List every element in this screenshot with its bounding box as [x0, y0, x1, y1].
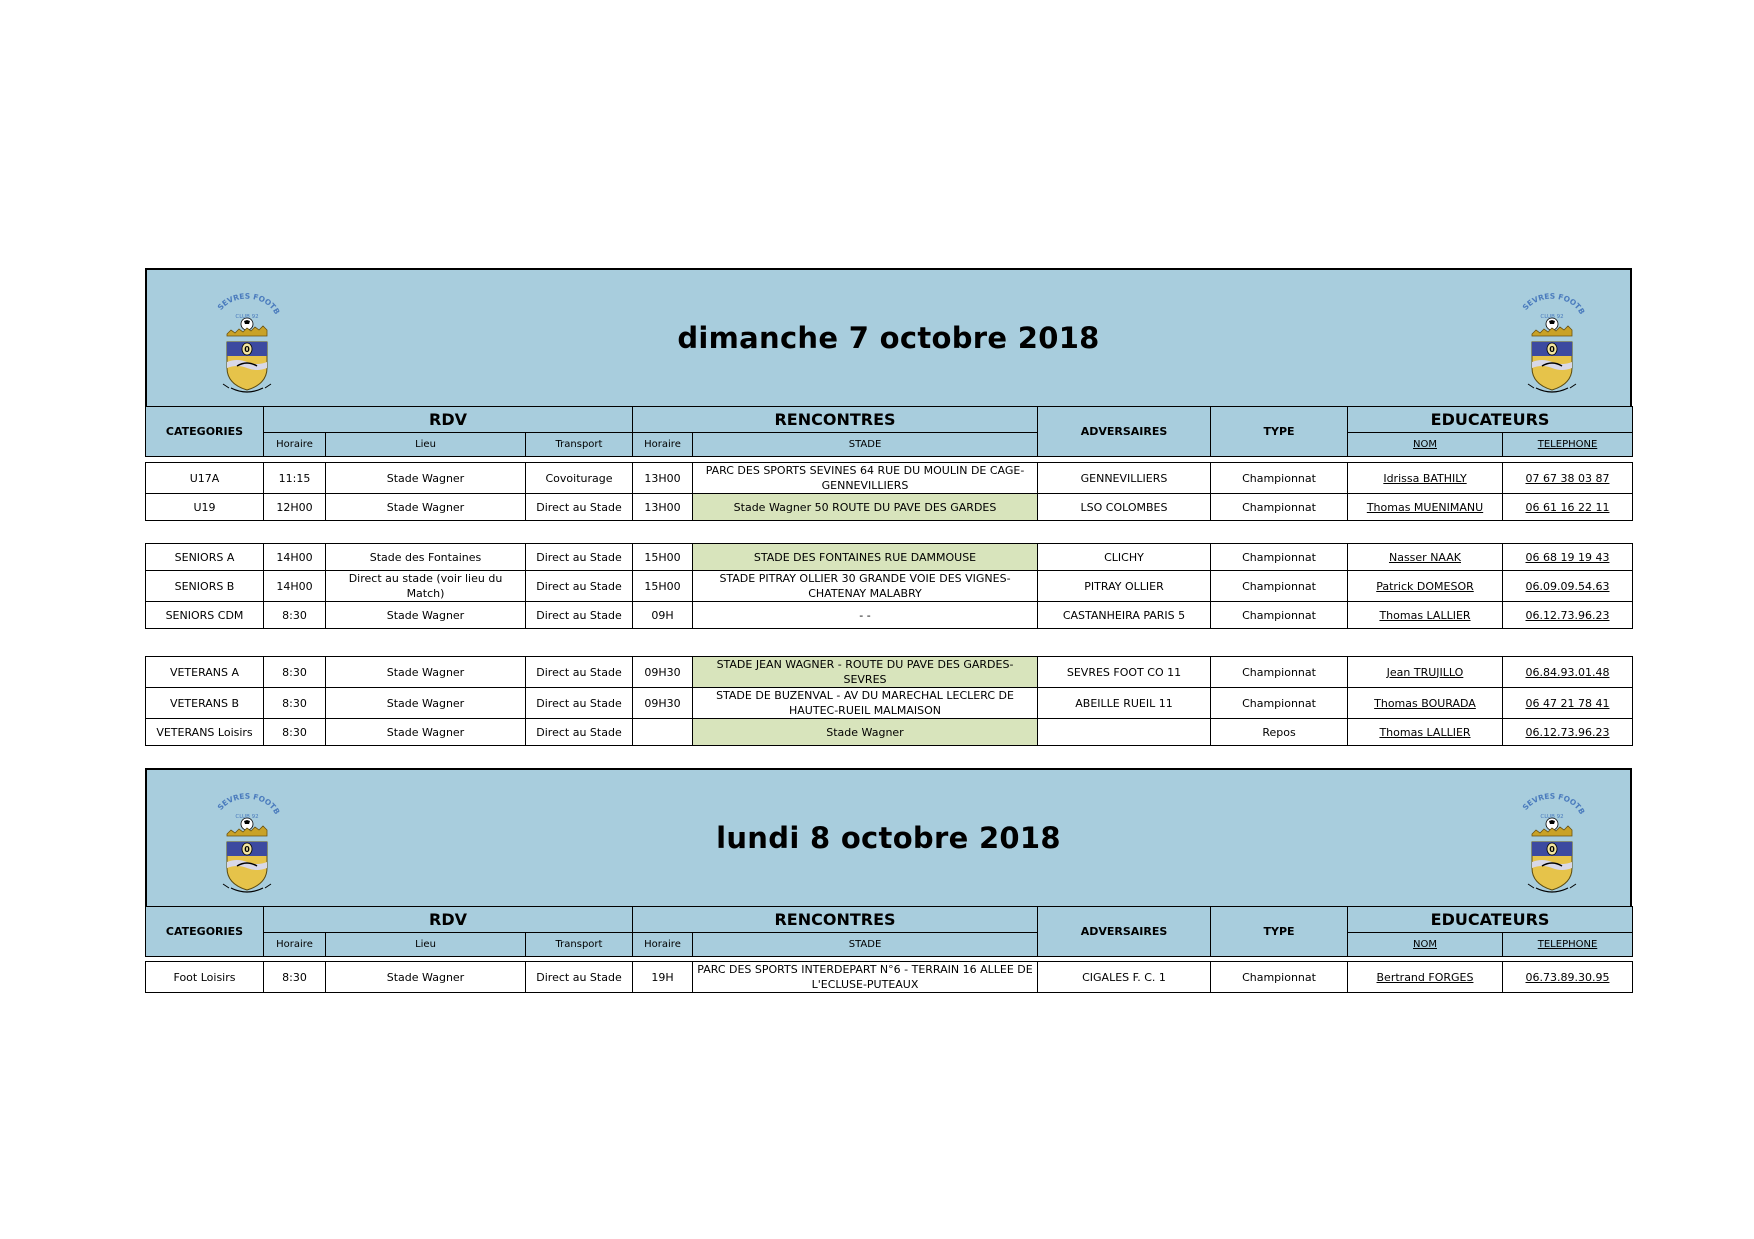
opponent-cell: PITRAY OLLIER — [1038, 571, 1211, 602]
adversaires-header: ADVERSAIRES — [1038, 407, 1211, 457]
nom-subheader: NOM — [1348, 933, 1503, 957]
rdv-header: RDV — [264, 907, 633, 933]
day2-column-header — [145, 906, 1633, 957]
match-time-cell: 09H30 — [633, 657, 693, 688]
match-time-cell: 19H — [633, 962, 693, 993]
coach-name-cell: Bertrand FORGES — [1348, 962, 1503, 993]
rdv-time-cell: 12H00 — [264, 494, 326, 521]
rdv-place-cell: Stade Wagner — [326, 962, 526, 993]
nom-subheader: NOM — [1348, 433, 1503, 457]
match-row — [146, 544, 1633, 571]
coach-phone-cell: 06.12.73.96.23 — [1503, 602, 1633, 629]
match-row — [146, 688, 1633, 719]
coach-name-cell: Nasser NAAK — [1348, 544, 1503, 571]
match-type-cell: Repos — [1211, 719, 1348, 746]
rdv-time-cell: 14H00 — [264, 544, 326, 571]
rdv-place-cell: Direct au stade (voir lieu du Match) — [326, 571, 526, 602]
educateurs-header: EDUCATEURS — [1348, 907, 1633, 933]
transport-subheader: Transport — [526, 933, 633, 957]
match-time-cell: 13H00 — [633, 494, 693, 521]
coach-name-cell: Thomas LALLIER — [1348, 602, 1503, 629]
rdv-place-cell: Stade Wagner — [326, 688, 526, 719]
categories-header: CATEGORIES — [146, 407, 264, 457]
coach-name-cell: Thomas MUENIMANU — [1348, 494, 1503, 521]
match-type-cell: Championnat — [1211, 494, 1348, 521]
stadium-cell: STADE PITRAY OLLIER 30 GRANDE VOIE DES VIGNES-CHATENAY MALABRY — [693, 571, 1038, 602]
category-cell: U19 — [146, 494, 264, 521]
day1-column-header — [145, 406, 1633, 457]
match-row — [146, 962, 1633, 993]
categories-header: CATEGORIES — [146, 907, 264, 957]
day2-title: lundi 8 octobre 2018 — [716, 821, 1061, 855]
opponent-cell: CASTANHEIRA PARIS 5 — [1038, 602, 1211, 629]
rdv-time-cell: 8:30 — [264, 688, 326, 719]
coach-name-cell: Patrick DOMESOR — [1348, 571, 1503, 602]
category-cell: SENIORS B — [146, 571, 264, 602]
match-time-cell: 13H00 — [633, 463, 693, 494]
stadium-cell: STADE JEAN WAGNER - ROUTE DU PAVE DES GARDES-SEVRES — [693, 657, 1038, 688]
opponent-cell: LSO COLOMBES — [1038, 494, 1211, 521]
coach-name-cell: Thomas BOURADA — [1348, 688, 1503, 719]
day1-banner — [145, 268, 1632, 406]
match-type-cell: Championnat — [1211, 962, 1348, 993]
match-time-cell: 09H — [633, 602, 693, 629]
stadium-cell: PARC DES SPORTS INTERDEPART N°6 - TERRAIN 16 ALLEE DE L'ECLUSE-PUTEAUX — [693, 962, 1038, 993]
rdv-place-cell: Stade Wagner — [326, 657, 526, 688]
transport-cell: Direct au Stade — [526, 571, 633, 602]
telephone-subheader: TELEPHONE — [1503, 933, 1633, 957]
coach-phone-cell: 06 61 16 22 11 — [1503, 494, 1633, 521]
transport-cell: Direct au Stade — [526, 688, 633, 719]
stadium-cell: STADE DE BUZENVAL - AV DU MARECHAL LECLERC DE HAUTEC-RUEIL MALMAISON — [693, 688, 1038, 719]
opponent-cell — [1038, 719, 1211, 746]
category-cell: SENIORS A — [146, 544, 264, 571]
rdv-time-cell: 8:30 — [264, 657, 326, 688]
match-time-cell — [633, 719, 693, 746]
opponent-cell: GENNEVILLIERS — [1038, 463, 1211, 494]
rdv-place-cell: Stade des Fontaines — [326, 544, 526, 571]
lieu-subheader: Lieu — [326, 933, 526, 957]
match-type-cell: Championnat — [1211, 688, 1348, 719]
rdv-time-cell: 8:30 — [264, 962, 326, 993]
match-row — [146, 719, 1633, 746]
category-cell: VETERANS A — [146, 657, 264, 688]
day2-banner — [145, 768, 1632, 906]
coach-phone-cell: 06.84.93.01.48 — [1503, 657, 1633, 688]
coach-phone-cell: 06 47 21 78 41 — [1503, 688, 1633, 719]
match-type-cell: Championnat — [1211, 544, 1348, 571]
category-cell: Foot Loisirs — [146, 962, 264, 993]
horaire-subheader: Horaire — [264, 433, 326, 457]
horaire-subheader: Horaire — [264, 933, 326, 957]
rdv-header: RDV — [264, 407, 633, 433]
match-row — [146, 602, 1633, 629]
transport-cell: Direct au Stade — [526, 494, 633, 521]
match-row — [146, 463, 1633, 494]
transport-subheader: Transport — [526, 433, 633, 457]
day1-title: dimanche 7 octobre 2018 — [677, 321, 1100, 355]
day2-group-1 — [145, 961, 1633, 993]
coach-phone-cell: 06.73.89.30.95 — [1503, 962, 1633, 993]
rencontres-header: RENCONTRES — [633, 407, 1038, 433]
coach-name-cell: Idrissa BATHILY — [1348, 463, 1503, 494]
horaire-match-subheader: Horaire — [633, 433, 693, 457]
match-type-cell: Championnat — [1211, 602, 1348, 629]
day1-group-3 — [145, 656, 1633, 746]
coach-name-cell: Thomas LALLIER — [1348, 719, 1503, 746]
coach-phone-cell: 06 68 19 19 43 — [1503, 544, 1633, 571]
educateurs-header: EDUCATEURS — [1348, 407, 1633, 433]
category-cell: SENIORS CDM — [146, 602, 264, 629]
club-crest-icon — [1514, 284, 1590, 396]
rencontres-header: RENCONTRES — [633, 907, 1038, 933]
stadium-cell: STADE DES FONTAINES RUE DAMMOUSE — [693, 544, 1038, 571]
rdv-place-cell: Stade Wagner — [326, 494, 526, 521]
adversaires-header: ADVERSAIRES — [1038, 907, 1211, 957]
stade-subheader: STADE — [693, 433, 1038, 457]
rdv-place-cell: Stade Wagner — [326, 602, 526, 629]
rdv-place-cell: Stade Wagner — [326, 719, 526, 746]
transport-cell: Covoiturage — [526, 463, 633, 494]
match-row — [146, 571, 1633, 602]
match-type-cell: Championnat — [1211, 463, 1348, 494]
coach-name-cell: Jean TRUJILLO — [1348, 657, 1503, 688]
stadium-cell: Stade Wagner — [693, 719, 1038, 746]
stade-subheader: STADE — [693, 933, 1038, 957]
rdv-time-cell: 14H00 — [264, 571, 326, 602]
category-cell: VETERANS B — [146, 688, 264, 719]
match-row — [146, 657, 1633, 688]
rdv-time-cell: 11:15 — [264, 463, 326, 494]
transport-cell: Direct au Stade — [526, 544, 633, 571]
match-type-cell: Championnat — [1211, 571, 1348, 602]
type-header: TYPE — [1211, 407, 1348, 457]
club-crest-icon — [1514, 784, 1590, 896]
horaire-match-subheader: Horaire — [633, 933, 693, 957]
transport-cell: Direct au Stade — [526, 962, 633, 993]
match-type-cell: Championnat — [1211, 657, 1348, 688]
transport-cell: Direct au Stade — [526, 602, 633, 629]
day1-group-1 — [145, 462, 1633, 521]
stadium-cell: - - — [693, 602, 1038, 629]
coach-phone-cell: 07 67 38 03 87 — [1503, 463, 1633, 494]
lieu-subheader: Lieu — [326, 433, 526, 457]
match-time-cell: 09H30 — [633, 688, 693, 719]
opponent-cell: SEVRES FOOT CO 11 — [1038, 657, 1211, 688]
rdv-time-cell: 8:30 — [264, 719, 326, 746]
category-cell: VETERANS Loisirs — [146, 719, 264, 746]
rdv-time-cell: 8:30 — [264, 602, 326, 629]
coach-phone-cell: 06.12.73.96.23 — [1503, 719, 1633, 746]
stadium-cell: Stade Wagner 50 ROUTE DU PAVE DES GARDES — [693, 494, 1038, 521]
match-time-cell: 15H00 — [633, 544, 693, 571]
category-cell: U17A — [146, 463, 264, 494]
type-header: TYPE — [1211, 907, 1348, 957]
telephone-subheader: TELEPHONE — [1503, 433, 1633, 457]
opponent-cell: CLICHY — [1038, 544, 1211, 571]
opponent-cell: ABEILLE RUEIL 11 — [1038, 688, 1211, 719]
transport-cell: Direct au Stade — [526, 719, 633, 746]
match-row — [146, 494, 1633, 521]
transport-cell: Direct au Stade — [526, 657, 633, 688]
coach-phone-cell: 06.09.09.54.63 — [1503, 571, 1633, 602]
rdv-place-cell: Stade Wagner — [326, 463, 526, 494]
match-time-cell: 15H00 — [633, 571, 693, 602]
stadium-cell: PARC DES SPORTS SEVINES 64 RUE DU MOULIN DE CAGE-GENNEVILLIERS — [693, 463, 1038, 494]
day1-group-2 — [145, 543, 1633, 629]
opponent-cell: CIGALES F. C. 1 — [1038, 962, 1211, 993]
